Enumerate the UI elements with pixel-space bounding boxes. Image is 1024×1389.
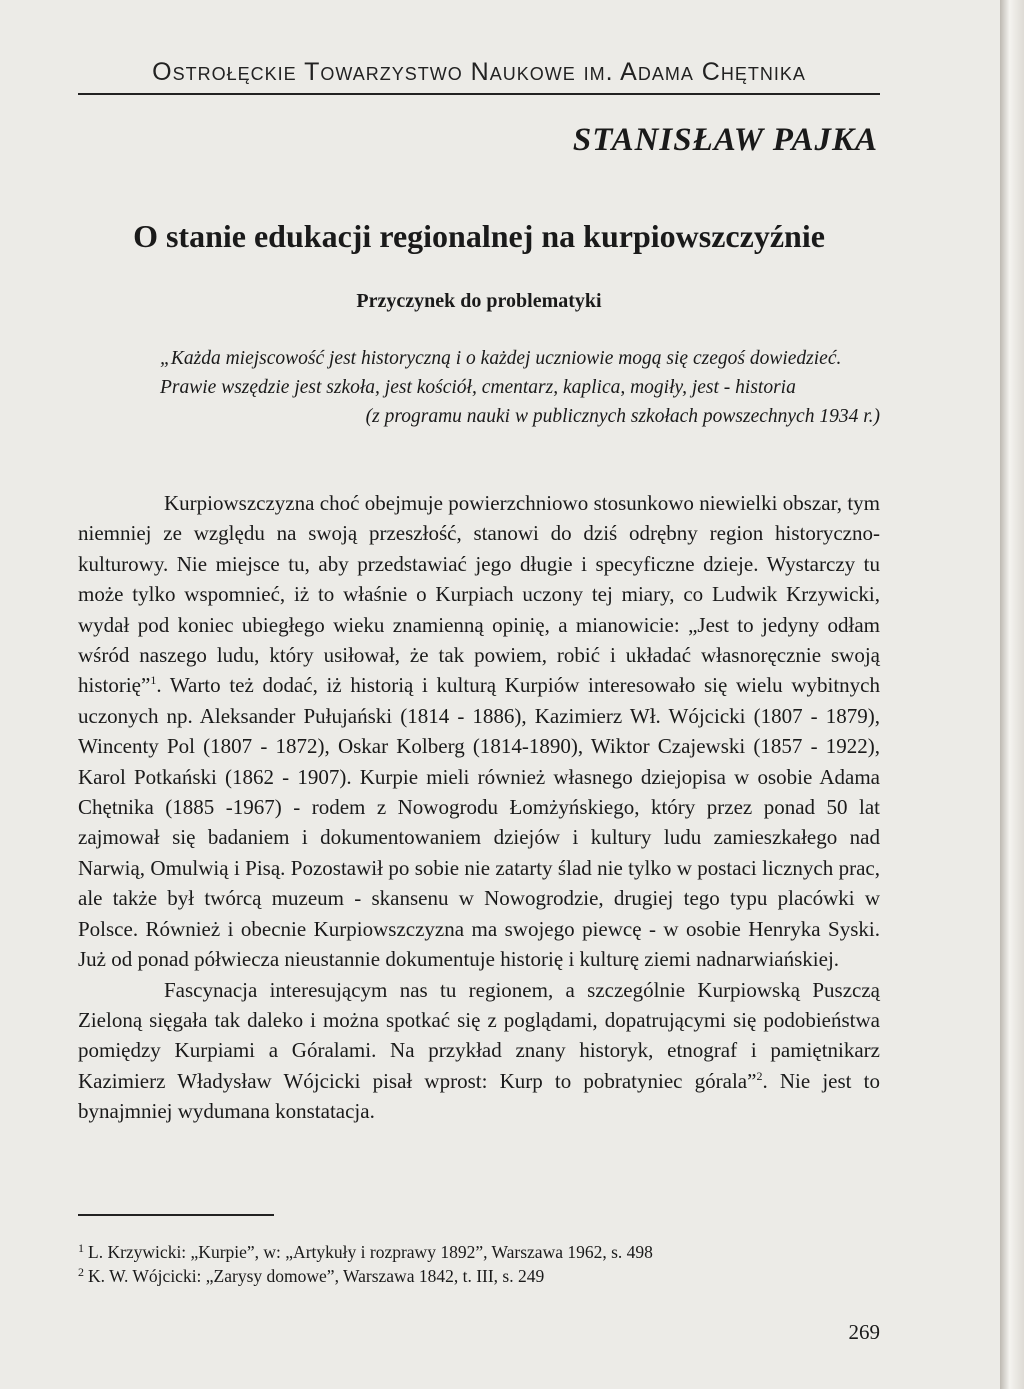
footnote-ref: 1: [150, 673, 157, 688]
footnote-rule: [78, 1214, 274, 1216]
epigraph: [160, 344, 880, 431]
footnote: [78, 1264, 880, 1288]
epigraph-source: (z programu nauki w publicznych szkołach powszechnych 1934 r.): [365, 406, 880, 427]
footnote-text: L. Krzywicki: „Kurpie”, w: „Artykuły i rozprawy 1892”, Warszawa 1962, s. 498: [88, 1242, 653, 1262]
running-head: Ostrołęckie Towarzystwo Naukowe im. Adama Chętnika: [152, 58, 806, 86]
paragraph: [78, 975, 880, 1127]
footnote-mark: 1: [78, 1241, 84, 1255]
article-author: STANISŁAW PAJKA: [572, 122, 878, 158]
page-edge: [1000, 0, 1024, 1389]
article-subtitle: Przyczynek do problematyki: [356, 290, 602, 312]
header-rule: [78, 93, 880, 95]
footnote-mark: 2: [78, 1265, 84, 1279]
paragraph-text: Fascynacja interesującym nas tu regionem, a szczególnie Kurpiowską Puszczą Zieloną sięgała tak daleko i można spotkać się z poglądami, dopatrującymi się podobieństwa pomiędzy Kurpiami a Góralami. Na przykład znany historyk, etnograf i pamiętnikarz Kazimierz Władysław Wójcicki pisał wprost: Kurp to pobratyniec górala”: [78, 977, 880, 1093]
article-body: [78, 488, 880, 1127]
paragraph-text: Kurpiowszczyzna choć obejmuje powierzchniowo stosunkowo niewielki obszar, tym niemniej ze względu na swoją przeszłość, stanowi do dziś odrębny region historyczno-kulturowy. Nie miejsce tu, aby przedstawiać jego długie i specyficzne dzieje. Wystarczy tu może tylko wspomnieć, iż to właśnie o Kurpiach uczony tej miary, co Ludwik Krzywicki, wydał pod koniec ubiegłego wieku znamienną opinię, a mianowicie: „Jest to jedyny odłam wśród naszego ludu, który usiłował, że tak powiem, robić i układać własnoręcznie swoją historię”: [78, 491, 880, 698]
paragraph: [78, 488, 880, 975]
footnote-ref: 2: [756, 1068, 763, 1083]
page-number: 269: [848, 1320, 880, 1344]
paragraph-text: . Nie jest to bynajmniej wydumana konstatacja.: [78, 1068, 880, 1124]
footnote: [78, 1240, 880, 1264]
epigraph-text: „Każda miejscowość jest historyczną i o każdej uczniowie mogą się czegoś dowiedzieć. Prawie wszędzie jest szkoła, jest kościół, cmentarz, kaplica, mogiły, jest - historia: [160, 348, 842, 398]
article-title: O stanie edukacji regionalnej na kurpiowszczyźnie: [133, 218, 825, 254]
paragraph-text: . Warto też dodać, iż historią i kulturą Kurpiów interesowało się wielu wybitnych uczonych np. Aleksander Pułujański (1814 - 1886), Kazimierz Wł. Wójcicki (1807 - 1879), Wincenty Pol (1807 - 1872), Oskar Kolberg (1814-1890), Wiktor Czajewski (1857 - 1922), Karol Potkański (1862 - 1907). Kurpie mieli również własnego dziejopisa w osobie Adama Chętnika (1885 -1967) - rodem z Nowogrodu Łomżyńskiego, który przez ponad 50 lat zajmował się badaniem i dokumentowaniem dziejów i kultury ludu zamieszkałego nad Narwią, Omulwią i Pisą. Pozostawił po sobie nie zatarty ślad nie tylko w postaci licznych prac, ale także był twórcą muzeum - skansenu w Nowogrodzie, drugiej tego typu placówki w Polsce. Również i obecnie Kurpiowszczyzna ma swojego piewcę - w osobie Henryka Syski. Już od ponad półwiecza nieustannie dokumentuje historię i kulturę ziemi nadnarwiańskiej.: [78, 673, 880, 972]
footnotes: [78, 1240, 880, 1288]
footnote-text: K. W. Wójcicki: „Zarysy domowe”, Warszawa 1842, t. III, s. 249: [88, 1266, 545, 1286]
